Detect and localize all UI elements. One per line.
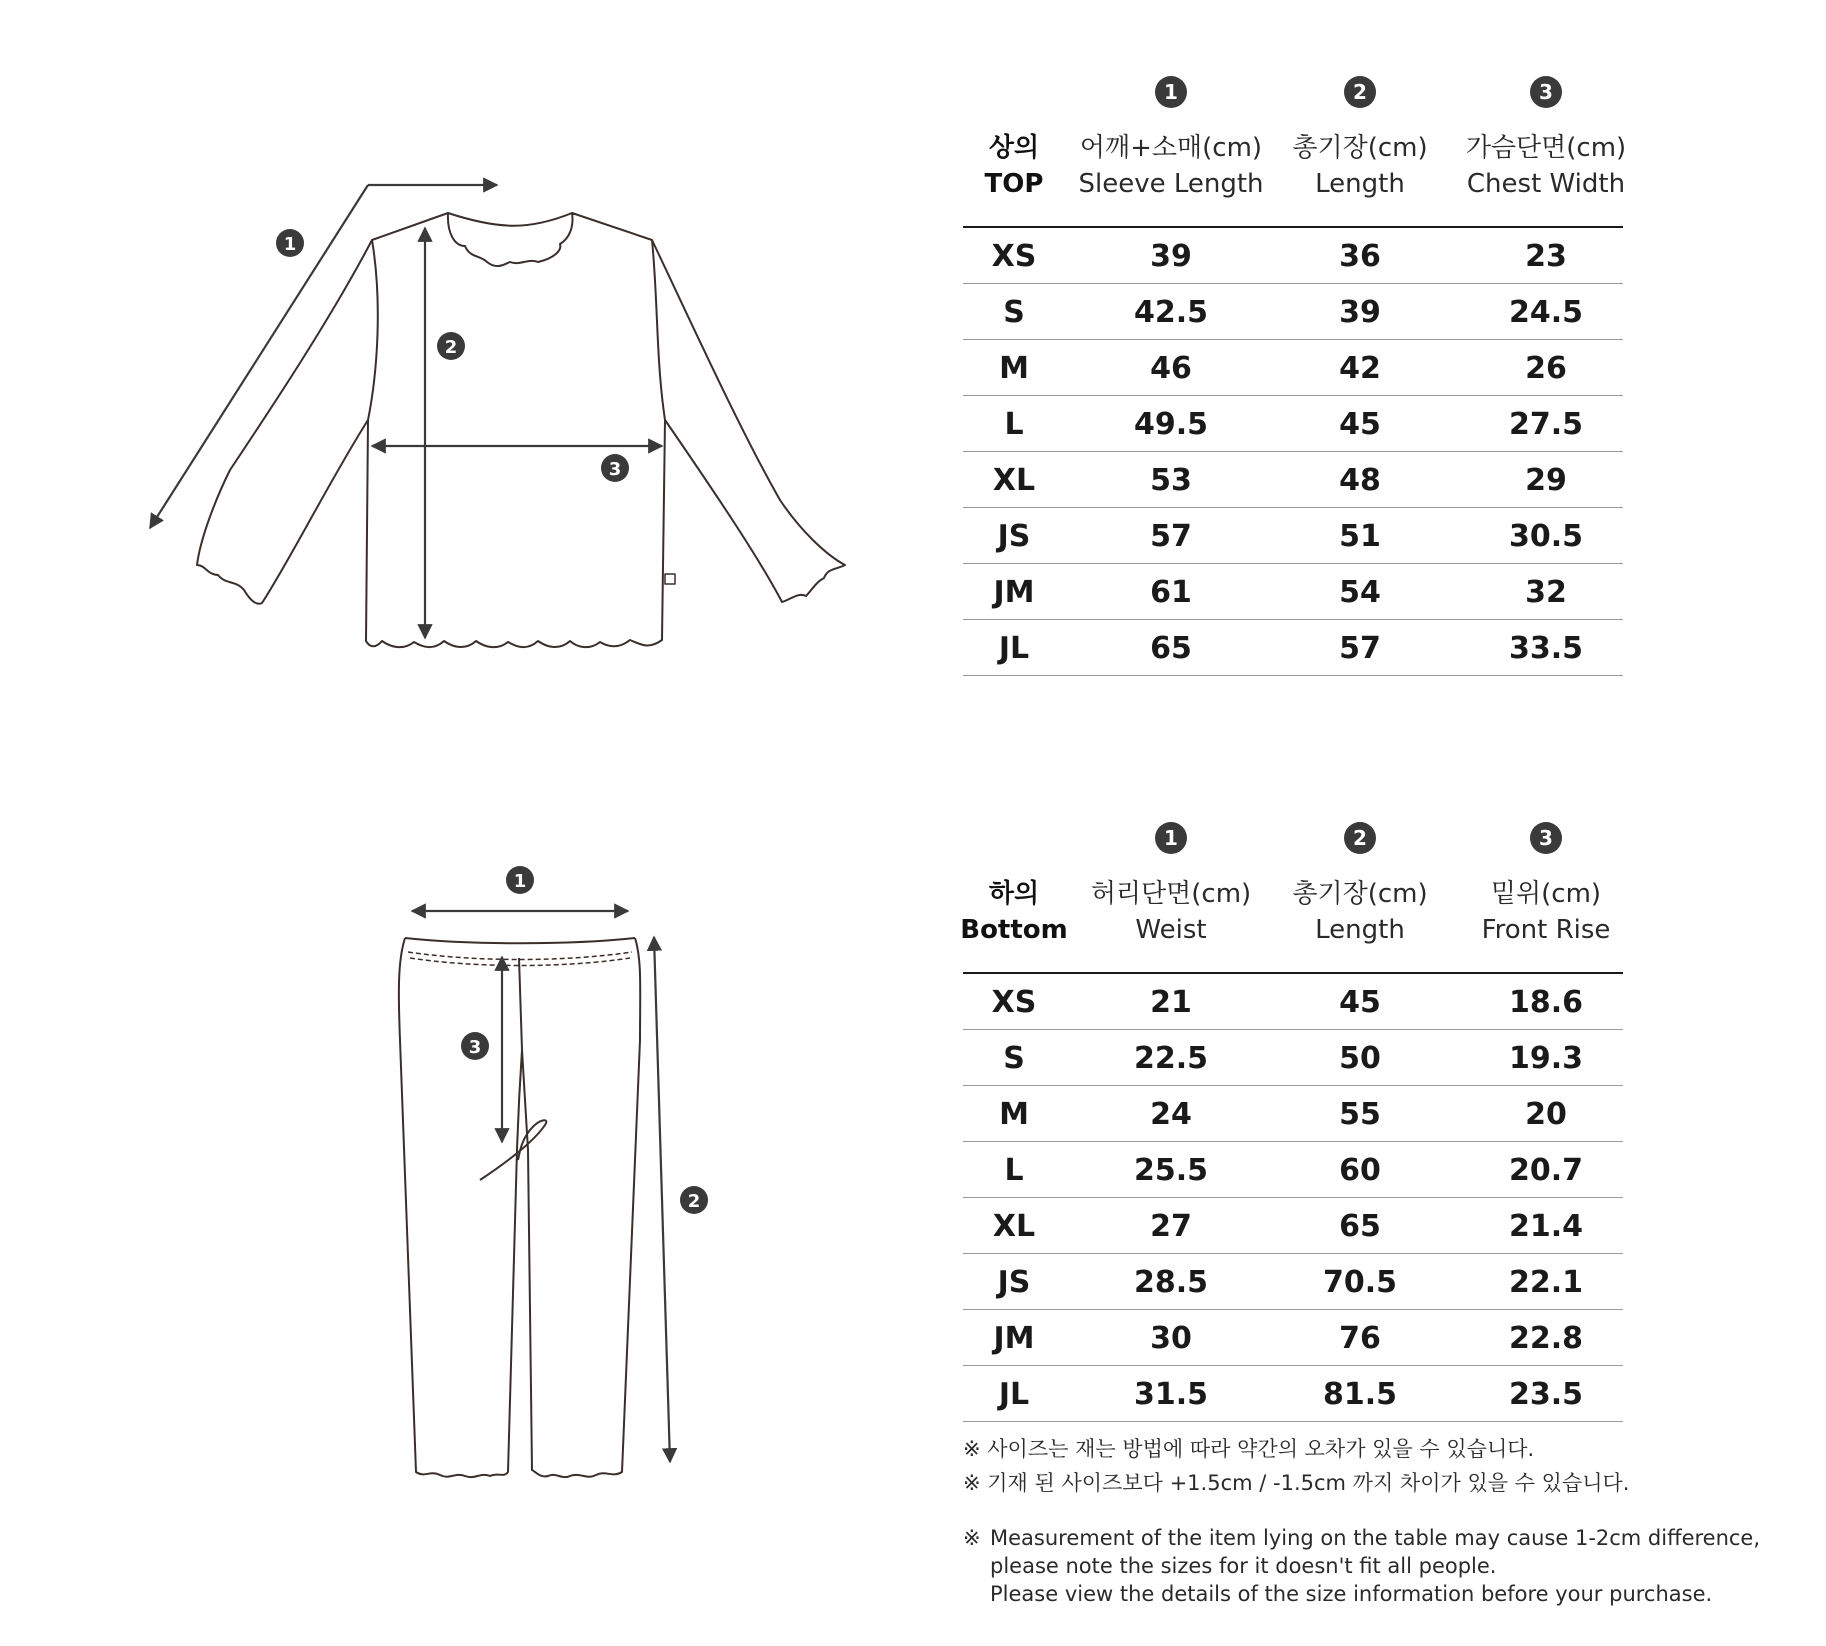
note-tolerance-ko: ※ 기재 된 사이즈보다 +1.5cm / -1.5cm 까지 차이가 있을 수 있습니다. [963, 1471, 1630, 1495]
table-cell: 49.5 [1133, 407, 1209, 442]
column-header-waist: 허리단면(cm) Weist [1090, 879, 1252, 945]
diagram-marker-3-icon [461, 1032, 489, 1060]
table-cell: 22.5 [1133, 1041, 1209, 1076]
svg-text:3: 3 [608, 459, 622, 480]
diagram-marker-2-icon [437, 332, 465, 360]
badge-3-icon: 3 [1530, 76, 1562, 108]
long-sleeve-top-drawing [130, 170, 870, 660]
table-cell: 30.5 [1508, 519, 1584, 554]
size-label: XL [992, 1209, 1036, 1244]
note-line: Please view the details of the size information before your purchase. [990, 1582, 1713, 1606]
size-label: S [1003, 295, 1025, 330]
table-cell: 29 [1525, 463, 1567, 498]
table-cell: 51 [1339, 519, 1381, 554]
badge-1-icon: 1 [1155, 76, 1187, 108]
table-cell: 61 [1150, 575, 1192, 610]
table-cell: 30 [1150, 1321, 1192, 1356]
size-label: M [999, 1097, 1029, 1132]
table-cell: 45 [1339, 985, 1381, 1020]
svg-text:2: 2 [687, 1191, 701, 1212]
table-cell: 20.7 [1508, 1153, 1584, 1188]
table-section-label: 하의 Bottom [960, 879, 1068, 945]
column-header-length: 총기장(cm) Length [1292, 879, 1428, 945]
table-cell: 70.5 [1322, 1265, 1398, 1300]
svg-text:1: 1 [283, 234, 297, 255]
size-label: XS [991, 985, 1037, 1020]
table-row [963, 284, 1623, 340]
table-cell: 18.6 [1508, 985, 1584, 1020]
reference-mark: ※ [963, 1526, 981, 1550]
table-cell: 60 [1339, 1153, 1381, 1188]
table-cell: 21.4 [1508, 1209, 1584, 1244]
top-size-table [963, 76, 1627, 676]
table-cell: 57 [1150, 519, 1192, 554]
table-cell: 45 [1339, 407, 1381, 442]
table-header [963, 114, 1627, 228]
table-cell: 21 [1150, 985, 1192, 1020]
badge-3-icon: 3 [1530, 822, 1562, 854]
table-row [963, 1310, 1623, 1366]
column-header-length: 총기장(cm) Length [1292, 133, 1428, 199]
table-cell: 39 [1150, 239, 1192, 274]
svg-text:3: 3 [468, 1037, 482, 1058]
table-cell: 24 [1150, 1097, 1192, 1132]
table-row [963, 1086, 1623, 1142]
diagram-marker-3-icon [601, 454, 629, 482]
size-label: JL [998, 631, 1030, 666]
note-line: please note the sizes for it doesn't fit all people. [990, 1554, 1497, 1578]
table-cell: 55 [1339, 1097, 1381, 1132]
table-cell: 26 [1525, 351, 1567, 386]
table-cell: 54 [1339, 575, 1381, 610]
diagram-marker-1-icon [506, 866, 534, 894]
diagram-marker-2-icon [680, 1186, 708, 1214]
badge-2-icon: 2 [1344, 822, 1376, 854]
size-label: L [1004, 407, 1024, 442]
size-label: JL [998, 1377, 1030, 1412]
table-cell: 81.5 [1322, 1377, 1398, 1412]
table-cell: 76 [1339, 1321, 1381, 1356]
table-cell: 27.5 [1508, 407, 1584, 442]
size-label: JS [997, 519, 1031, 554]
table-cell: 39 [1339, 295, 1381, 330]
table-cell: 42 [1339, 351, 1381, 386]
table-cell: 57 [1339, 631, 1381, 666]
table-cell: 33.5 [1508, 631, 1584, 666]
table-cell: 22.8 [1508, 1321, 1584, 1356]
pants-drawing [390, 860, 730, 1480]
table-cell: 36 [1339, 239, 1381, 274]
table-cell: 23 [1525, 239, 1567, 274]
svg-text:1: 1 [513, 871, 527, 892]
size-label: JM [993, 1321, 1035, 1356]
table-row [963, 1198, 1623, 1254]
korean-notes [963, 1432, 1803, 1500]
table-cell: 22.1 [1508, 1265, 1584, 1300]
size-label: M [999, 351, 1029, 386]
size-label: JS [997, 1265, 1031, 1300]
table-row [963, 396, 1623, 452]
table-cell: 42.5 [1133, 295, 1209, 330]
size-label: XL [992, 463, 1036, 498]
note-measurement-ko: ※ 사이즈는 재는 방법에 따라 약간의 오차가 있을 수 있습니다. [963, 1437, 1535, 1461]
table-row [963, 620, 1623, 676]
column-header-chest-width: 가슴단면(cm) Chest Width [1465, 133, 1627, 199]
table-cell: 53 [1150, 463, 1192, 498]
top-garment-diagram [130, 170, 870, 660]
badge-2-icon: 2 [1344, 76, 1376, 108]
table-row [963, 1030, 1623, 1086]
table-cell: 32 [1525, 575, 1567, 610]
table-row [963, 564, 1623, 620]
table-cell: 50 [1339, 1041, 1381, 1076]
table-cell: 19.3 [1508, 1041, 1584, 1076]
table-row [963, 452, 1623, 508]
table-row [963, 1366, 1623, 1422]
column-badges [963, 76, 1623, 114]
badge-1-icon: 1 [1155, 822, 1187, 854]
column-badges [963, 822, 1623, 860]
size-label: S [1003, 1041, 1025, 1076]
table-cell: 46 [1150, 351, 1192, 386]
table-cell: 20 [1525, 1097, 1567, 1132]
diagram-marker-1-icon [276, 229, 304, 257]
table-cell: 48 [1339, 463, 1381, 498]
table-cell: 31.5 [1133, 1377, 1209, 1412]
size-label: L [1004, 1153, 1024, 1188]
table-row [963, 340, 1623, 396]
english-note [963, 1524, 1823, 1608]
table-cell: 24.5 [1508, 295, 1584, 330]
table-cell: 23.5 [1508, 1377, 1584, 1412]
table-header [960, 860, 1623, 974]
table-cell: 65 [1339, 1209, 1381, 1244]
size-label: JM [993, 575, 1035, 610]
note-line: Measurement of the item lying on the table may cause 1-2cm difference, [990, 1526, 1761, 1550]
table-row [963, 974, 1623, 1030]
table-row [963, 1142, 1623, 1198]
bottom-garment-diagram [390, 860, 730, 1480]
table-row [963, 508, 1623, 564]
table-row [963, 1254, 1623, 1310]
bottom-size-table [960, 822, 1623, 1422]
svg-text:2: 2 [444, 337, 458, 358]
column-header-sleeve-length: 어깨+소매(cm) Sleeve Length [1078, 133, 1264, 199]
table-cell: 65 [1150, 631, 1192, 666]
table-cell: 28.5 [1133, 1265, 1209, 1300]
table-row [963, 228, 1623, 284]
size-label: XS [991, 239, 1037, 274]
table-cell: 25.5 [1133, 1153, 1209, 1188]
table-section-label: 상의 TOP [984, 133, 1044, 199]
table-cell: 27 [1150, 1209, 1192, 1244]
column-header-front-rise: 밑위(cm) Front Rise [1481, 879, 1611, 945]
